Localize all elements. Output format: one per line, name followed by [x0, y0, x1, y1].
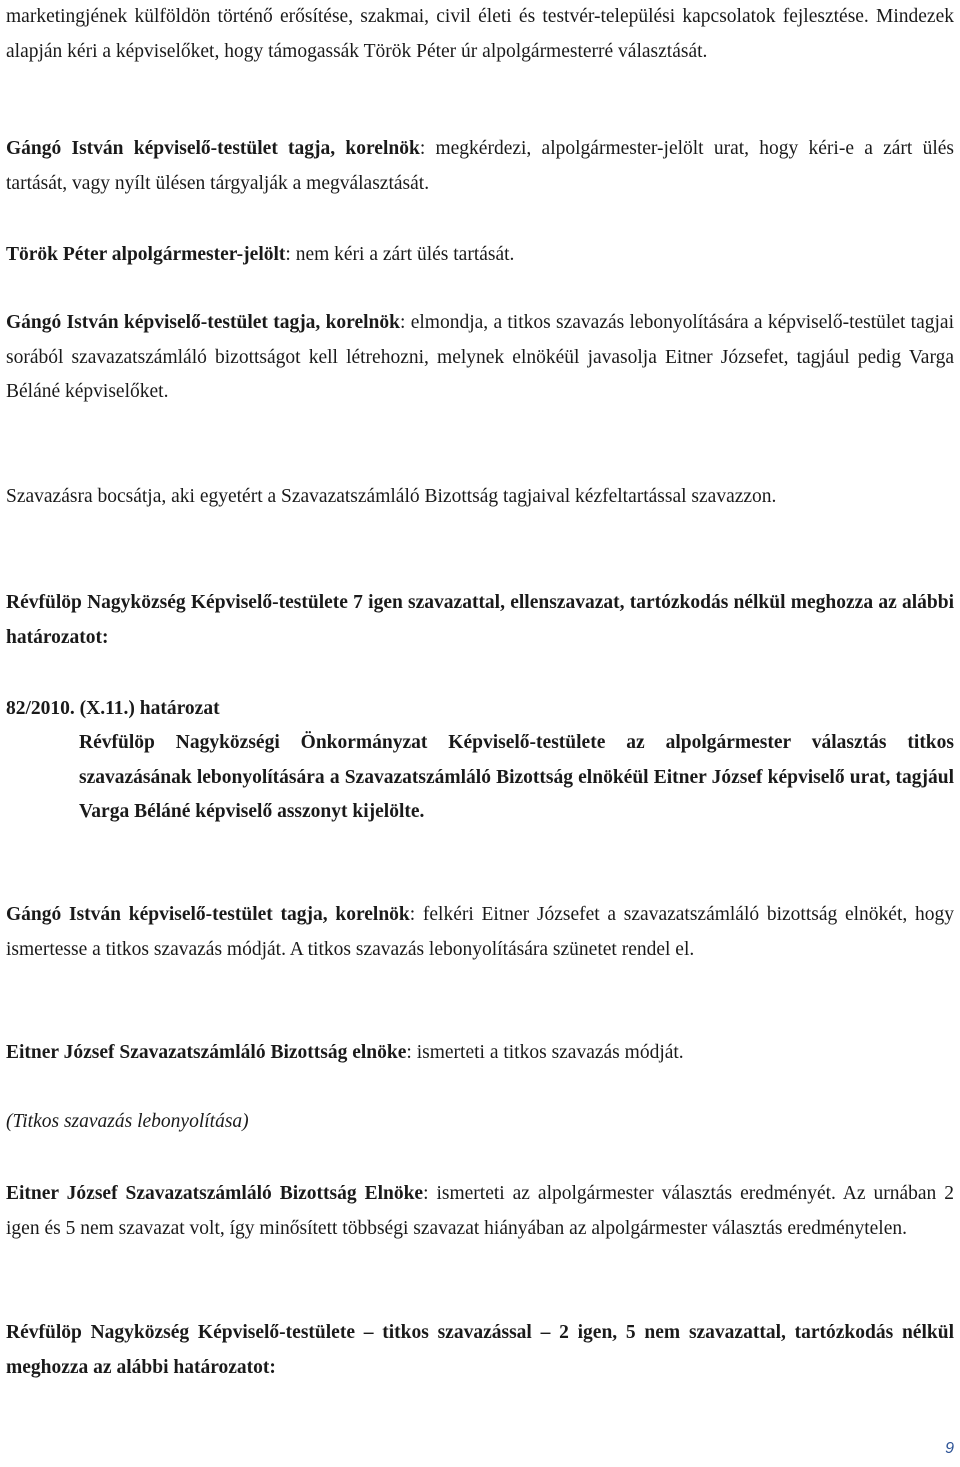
- paragraph-final-resolution-intro: [6, 1316, 954, 1385]
- paragraph-text: : megkérdezi, alpolgármester-jelölt urat, hogy kéri-e a zárt ülés tartását, vagy nyílt ülésen tárgyalják a megválasztását.: [6, 138, 954, 194]
- paragraph-text: : ismerteti az alpolgármester választás eredményét. Az urnában 2 igen és 5 nem szavazat volt, így minősített többségi szavazat hiányában az alpolgármester választás eredménytelen.: [6, 1183, 954, 1239]
- paragraph-korelnok-committee: [6, 306, 954, 410]
- paragraph-vote-result: [6, 586, 954, 655]
- paragraph-committee-chair: [6, 1036, 954, 1071]
- paragraph-text: : nem kéri a zárt ülés tartását.: [285, 244, 515, 265]
- page-number: 9: [945, 1440, 954, 1457]
- paragraph-korelnok-question: [6, 132, 954, 201]
- speaker-name: Török Péter alpolgármester-jelölt: [6, 244, 286, 265]
- paragraph-text: Révfülöp Nagyközség Képviselő-testülete 7 igen szavazattal, ellenszavazat, tartózkodás nélkül meghozza az alábbi határozatot:: [6, 592, 954, 648]
- paragraph-text: : ismerteti a titkos szavazás módját.: [406, 1042, 684, 1063]
- paragraph-intro-continuation: [6, 0, 954, 69]
- resolution-body: Révfülöp Nagyközségi Önkormányzat Képviselő-testülete az alpolgármester választás titkos szavazásának lebonyolítására a Szavazatszámláló Bizottság elnökéül Eitner József képviselő urat, tagjául Varga Béláné képviselő asszonyt kijelölte.: [79, 732, 954, 822]
- speaker-name: Eitner József Szavazatszámláló Bizottság Elnöke: [6, 1183, 424, 1204]
- speaker-name: Gángó István képviselő-testület tagja, korelnök: [6, 138, 420, 159]
- paragraph-vote-call: [6, 480, 954, 515]
- paragraph-text: Szavazásra bocsátja, aki egyetért a Szavazatszámláló Bizottság tagjaival kézfeltartással szavazzon.: [6, 486, 777, 507]
- speaker-name: Gángó István képviselő-testület tagja, korelnök: [6, 312, 401, 333]
- speaker-name: Eitner József Szavazatszámláló Bizottság elnöke: [6, 1042, 407, 1063]
- paragraph-text: marketingjének külföldön történő erősítése, szakmai, civil életi és testvér-települési kapcsolatok fejlesztése. Mindezek alapján kéri a képviselőket, hogy támogassák Török Péter úr alpolgármesterré választását.: [6, 6, 954, 62]
- paragraph-vote-outcome: [6, 1177, 954, 1246]
- paragraph-text: Révfülöp Nagyközség Képviselő-testülete – titkos szavazással – 2 igen, 5 nem szavazattal, tartózkodás nélkül meghozza az alábbi határozatot:: [6, 1322, 954, 1378]
- paragraph-text: (Titkos szavazás lebonyolítása): [6, 1111, 249, 1132]
- resolution-number: 82/2010. (X.11.) határozat: [6, 698, 220, 719]
- paragraph-text: : elmondja, a titkos szavazás lebonyolítására a képviselő-testület tagjai sorából szavazatszámláló bizottságot kell létrehozni, melynek elnökéül javasolja Eitner Józsefet, tagjául pedig Varga Béláné képviselőket.: [6, 312, 954, 402]
- speaker-name: Gángó István képviselő-testület tagja, korelnök: [6, 904, 410, 925]
- paragraph-text: : felkéri Eitner Józsefet a szavazatszámláló bizottság elnökét, hogy ismertesse a titkos szavazás módját. A titkos szavazás lebonyolítására szünetet rendel el.: [6, 904, 954, 960]
- paragraph-korelnok-secret-vote: [6, 898, 954, 967]
- paragraph-candidate-answer: [6, 238, 954, 273]
- paragraph-secret-vote-note: [6, 1105, 954, 1140]
